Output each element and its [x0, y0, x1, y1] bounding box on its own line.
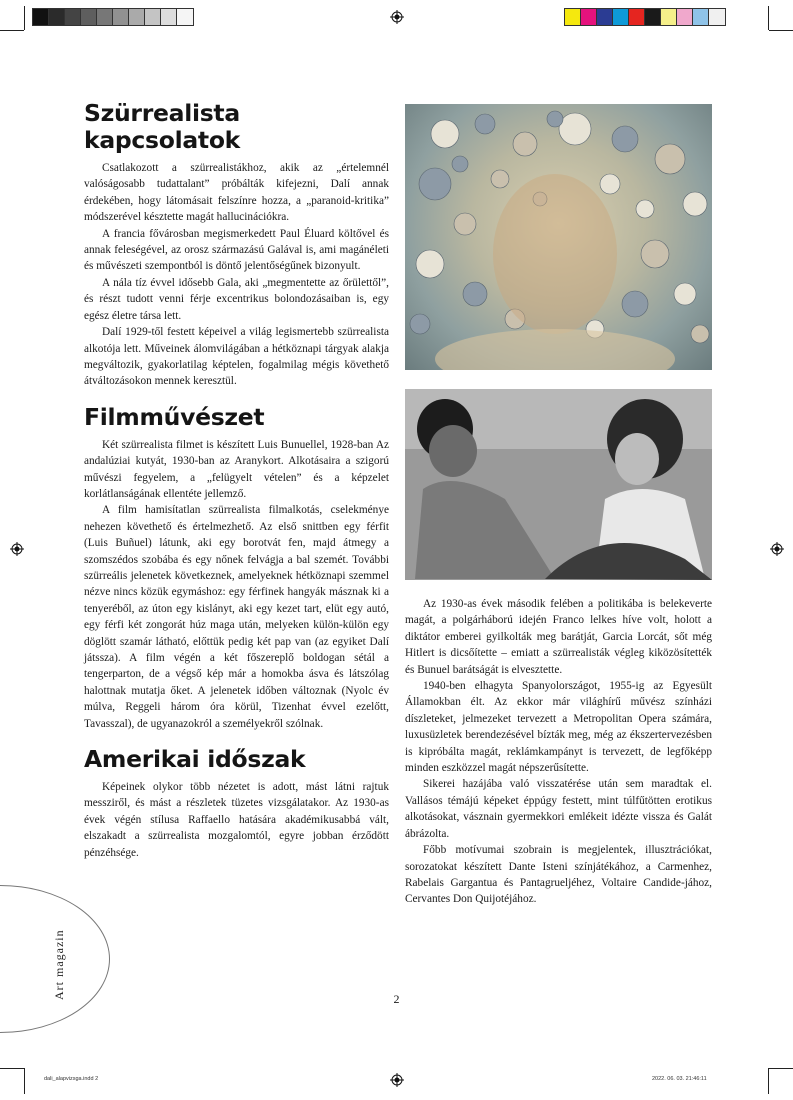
gray-swatch: [177, 9, 193, 25]
color-swatch: [693, 9, 709, 25]
color-swatch: [645, 9, 661, 25]
crop-mark: [24, 6, 25, 30]
sphere-shape: [622, 291, 648, 317]
sphere-shape: [452, 156, 468, 172]
slug-filename: dali_alapvizsga.indd 2: [44, 1076, 99, 1082]
sphere-shape: [559, 113, 591, 145]
paragraph: Csatlakozott a szürrealistákhoz, akik az „értelemnél valóságosabb tudattalant” próbálták kifejezni, Dalí annak érdekében, hogy látomásait felszínre hozza, a „paranoid-kritika” módszerével késztette magát hallucinációkra.: [84, 162, 389, 224]
sphere-shape: [655, 144, 685, 174]
registration-mark-icon: [770, 542, 784, 556]
magazine-label: Art magazin: [52, 929, 66, 1000]
registration-mark-icon: [390, 10, 404, 24]
sphere-shape: [612, 126, 638, 152]
sphere-shape: [454, 213, 476, 235]
grayscale-bar: [32, 8, 194, 26]
paragraph: 1940-ben elhagyta Spanyolországot, 1955-ig az Egyesült Államokban élt. Az ekkor már világhírű művész színházi díszleteket, jelmezeket tervezett a Metropolitan Opera számára, luxusüzletek berendezésével bízták meg, még az ékszertervezésben is kipróbálta magát, reklámkampányt is tervezett, de legfőképp minden eszközzel magát népszerűsítette.: [405, 680, 712, 775]
paragraph: Az 1930-as évek második felében a politikába is belekeverte magát, a polgárháború idején Franco lelkes híve volt, holott a diktátor emberei gyilkolták meg barátját, Garcia Lorcát, sőt még Hitlert is dicsőítette – emiatt a szürrealisták végleg kiközösítették és Bunuel barátságát is elvesztette.: [405, 598, 712, 676]
paragraph: Képeinek olykor több nézetet is adott, mást látni rajtuk messziről, és mást a részletek tüzetes vizsgálatakor. Az 1930-as évek végén stílusa Raffaello hatására akadémikusabbá vált, elszakadt a szürrealista mozgalomtól, egyre jobban érződött pénzéhsége.: [84, 781, 389, 859]
crop-mark: [0, 30, 24, 31]
sphere-shape: [636, 200, 654, 218]
crop-mark: [24, 1068, 25, 1094]
section-title: Filmművészet: [84, 402, 265, 431]
color-swatch: [629, 9, 645, 25]
gray-swatch: [145, 9, 161, 25]
section-surrealist: [84, 100, 389, 390]
sphere-shape: [416, 250, 444, 278]
paragraph: Főbb motívumai szobrain is megjelentek, illusztrációkat, sorozatokat készített Dante Isteni színjátékához, a Carmenhez, Rabelais Gargantua és Pantagrueljéhez, Voltaire Candide-jához, Cervantes Don Quijotéjához.: [405, 844, 712, 906]
paragraph: Két szürrealista filmet is készített Luis Bunuellel, 1928-ban Az andalúziai kutyát, 1930-ban az Aranykort. Alkotásaira a szigorú művészi fegyelem, a „felügyelt vételen” és a képzelet korlátlanságának ellentéte jellemző.: [84, 438, 389, 500]
crop-mark: [768, 1068, 769, 1094]
crop-mark: [769, 30, 793, 31]
color-swatch: [613, 9, 629, 25]
paragraph: A francia fővárosban megismerkedett Paul Éluard költővel és annak feleségével, az orosz származású Galával is, ami magánéleti és művészeti szempontból is döntő jelentőségűnek bizonyult.: [84, 227, 389, 273]
section-film: [84, 404, 389, 732]
gray-swatch: [49, 9, 65, 25]
section-title: Amerikai időszak: [84, 745, 306, 774]
color-bar: [564, 8, 726, 26]
section-title: Szürrealista kapcsolatok: [84, 99, 240, 155]
painting-image: [405, 104, 712, 370]
gray-swatch: [33, 9, 49, 25]
sphere-shape: [683, 192, 707, 216]
color-swatch: [661, 9, 677, 25]
gray-swatch: [113, 9, 129, 25]
page-number: 2: [393, 992, 400, 1006]
color-swatch: [709, 9, 725, 25]
crop-mark: [0, 1068, 24, 1069]
crop-mark: [769, 1068, 793, 1069]
paragraph: A nála tíz évvel idősebb Gala, aki „megmentette az őrülettől”, és részt tudott venni férje excentrikus bolondozásaiban is, egy egész életre társa lett.: [84, 276, 389, 322]
crop-mark: [768, 6, 769, 30]
photo-artwork: [405, 389, 712, 580]
section-america: [84, 746, 389, 861]
sphere-shape: [674, 283, 696, 305]
sphere-shape: [600, 174, 620, 194]
sphere-shape: [410, 314, 430, 334]
gray-swatch: [97, 9, 113, 25]
couple-photo: [405, 389, 712, 580]
slug-timestamp: 2022. 06. 03. 21:46:11: [652, 1076, 707, 1082]
gray-swatch: [65, 9, 81, 25]
spheres-artwork: [405, 104, 712, 370]
gray-swatch: [129, 9, 145, 25]
sphere-shape: [463, 282, 487, 306]
gray-swatch: [161, 9, 177, 25]
registration-mark-icon: [390, 1073, 404, 1087]
sphere-shape: [691, 325, 709, 343]
paragraph: Dalí 1929-től festett képeivel a világ legismertebb szürrealista alkotója lett. Műveinek álomvilágában a hétköznapi tárgyak alakja megváltozik, gyakorlatilag képtelen, fogalmilag mégis követhető átváltozásokon mennek keresztül.: [84, 326, 389, 388]
gray-swatch: [81, 9, 97, 25]
sphere-shape: [513, 132, 537, 156]
registration-mark-icon: [10, 542, 24, 556]
sphere-shape: [547, 111, 563, 127]
color-swatch: [581, 9, 597, 25]
color-swatch: [597, 9, 613, 25]
color-swatch: [677, 9, 693, 25]
paragraph: Sikerei hazájába való visszatérése után sem maradtak el. Vallásos témájú képeket éppúgy festett, mint túlfűtötten erotikus alkotásokat, vásznain gyermekkori emlékeit idézte vissza és Galát ábrázolta.: [405, 778, 712, 840]
sphere-shape: [419, 168, 451, 200]
paragraph: A film hamisítatlan szürrealista filmalkotás, cselekménye nehezen követhető és értelmezhető. Az első snittben egy férfit (Luis Buñuel) látunk, aki egy borotvát fen, majd átmegy a szomszédos szobába és egy nőnek felvágja a bal szemét. További szürreális jelenetek következnek, amelyeknek hétköznapi szemmel nézve nincs közük egymáshoz: egy férfinek hangyák másznak ki a tenyeréből, az úton egy kislányt, aki egy kezet tart, elüt egy autó, egy férfi két zongorát húz maga után, melyeken külön-külön egy döglött szamár látható, előttük pedig két pap van (az egyiket Dalí játssza). A film végén a két főszereplő boldogan sétál a tengerparton, de a végső kép már a homokba ásva és látszólag halottnak mutatja őket. A jelenetek időben változnak (Nyolc év múlva, Reggeli három óra körül, Tizenhat évvel ezelőtt, Tavasszal), de ugyanazokról a személyekről szólnak.: [84, 504, 389, 730]
sphere-shape: [641, 240, 669, 268]
color-swatch: [565, 9, 581, 25]
left-column: [84, 100, 389, 875]
sphere-shape: [431, 120, 459, 148]
sphere-shape: [475, 114, 495, 134]
right-column: [405, 596, 712, 908]
sphere-shape: [491, 170, 509, 188]
